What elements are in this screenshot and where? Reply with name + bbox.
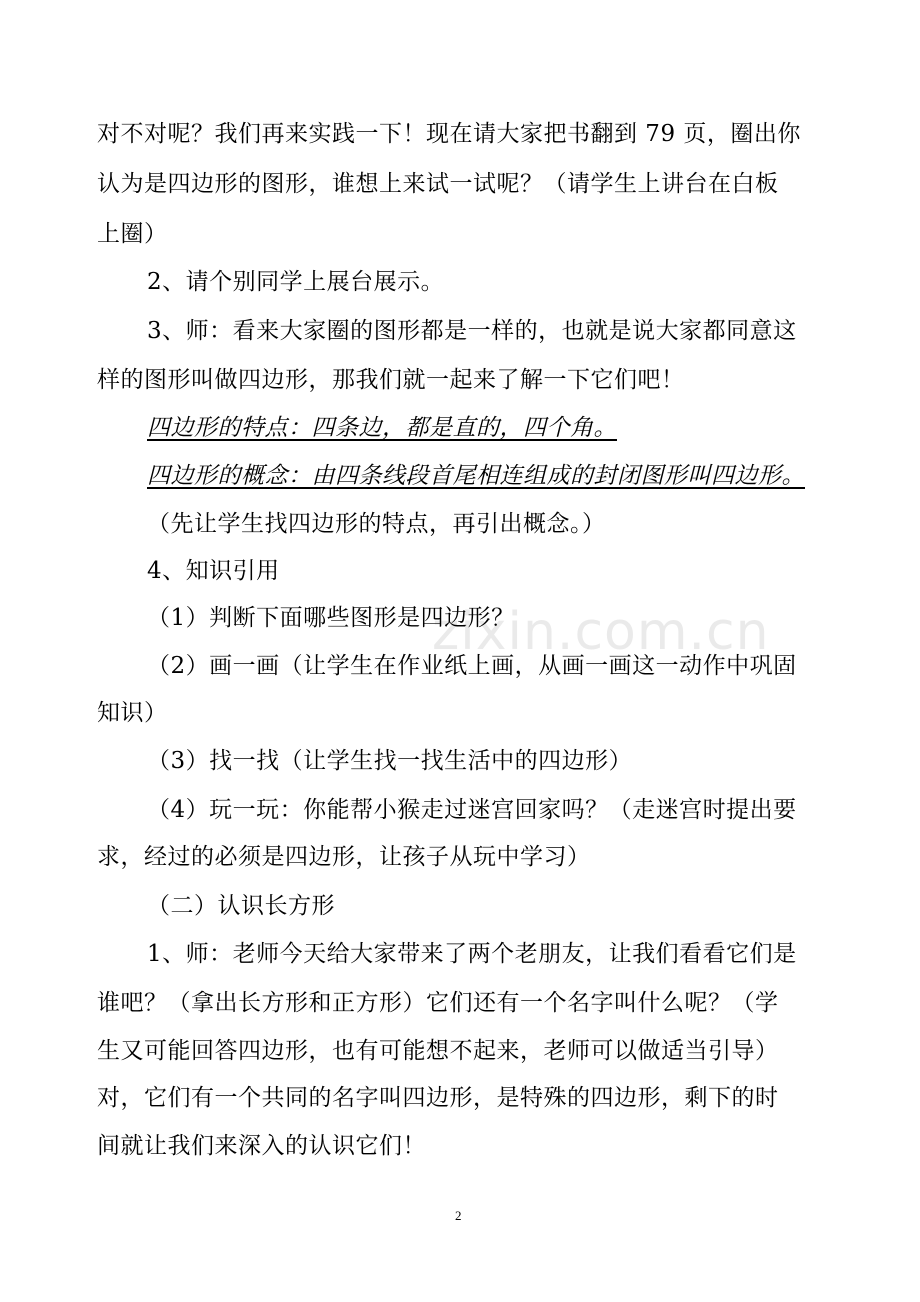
text-line: 样的图形叫做四边形，那我们就一起来了解一下它们吧！: [97, 367, 685, 393]
text-line: 求，经过的必须是四边形，让孩子从玩中学习）: [97, 844, 591, 870]
emphasized-text-line: 四边形的概念：由四条线段首尾相连组成的封闭图形叫四边形。: [147, 463, 805, 489]
text-line: 2、请个别同学上展台展示。: [147, 269, 445, 295]
watermark: zixin.com.cn: [432, 602, 770, 662]
text-line: 3、师：看来大家圈的图形都是一样的，也就是说大家都同意这: [147, 318, 797, 344]
text-line: （二）认识长方形: [147, 893, 335, 919]
text-line: 认为是四边形的图形，谁想上来试一试呢？（请学生上讲台在白板: [97, 171, 779, 197]
text-line: 生又可能回答四边形，也有可能想不起来，老师可以做适当引导）: [97, 1038, 779, 1064]
text-line: 上圈）: [97, 221, 168, 247]
text-line: 间就让我们来深入的认识它们！: [97, 1133, 426, 1159]
page-number: 2: [455, 1208, 462, 1223]
text-line: 知识）: [97, 700, 168, 726]
text-line: 对，它们有一个共同的名字叫四边形，是特殊的四边形，剩下的时: [97, 1085, 779, 1111]
text-line: 4、知识引用: [147, 558, 280, 584]
text-line: （2）画一画（让学生在作业纸上画，从画一画这一动作中巩固: [147, 653, 797, 679]
text-line: （先让学生找四边形的特点，再引出概念。）: [147, 511, 606, 537]
text-line: （4）玩一玩：你能帮小猴走过迷宫回家吗？（走迷宫时提出要: [147, 797, 797, 823]
text-line: 1、师：老师今天给大家带来了两个老朋友，让我们看看它们是: [147, 941, 797, 967]
text-line: 对不对呢？我们再来实践一下！现在请大家把书翻到 79 页，圈出你: [97, 121, 801, 147]
emphasized-text-line: 四边形的特点：四条边，都是直的，四个角。: [147, 415, 617, 441]
text-line: （1）判断下面哪些图形是四边形？: [147, 605, 515, 631]
text-line: （3）找一找（让学生找一找生活中的四边形）: [147, 748, 633, 774]
text-line: 谁吧？（拿出长方形和正方形）它们还有一个名字叫什么呢？（学: [97, 990, 779, 1016]
